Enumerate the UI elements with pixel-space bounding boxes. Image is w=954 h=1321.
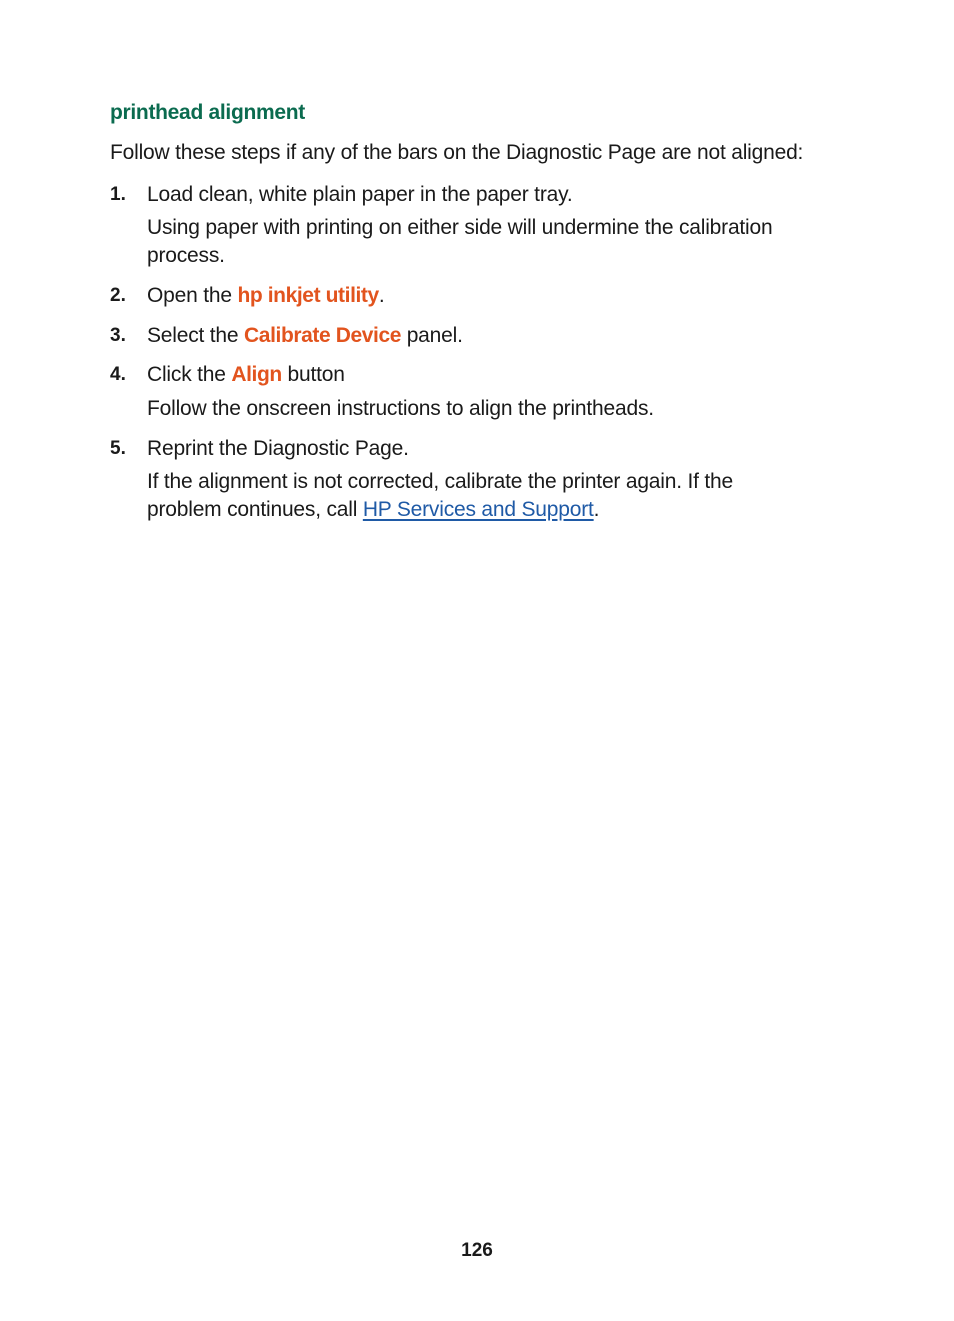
- step-number: 5.: [110, 438, 126, 459]
- hp-services-support-link[interactable]: HP Services and Support: [362, 498, 594, 521]
- step-note-after: .: [593, 498, 600, 521]
- step-text: Reprint the Diagnostic Page.: [147, 437, 409, 460]
- step-text-before: Select the: [147, 324, 245, 347]
- step-text: [147, 322, 847, 350]
- step-text-before: Click the: [147, 363, 232, 386]
- step-note-before: If the alignment is not corrected, calibrate the printer again. If the problem continues, call: [147, 470, 733, 521]
- step-number: 1.: [110, 184, 126, 205]
- hp-inkjet-utility-label: hp inkjet utility: [237, 284, 379, 307]
- step-text-after: panel.: [401, 324, 463, 347]
- step-text-before: Open the: [147, 284, 238, 307]
- step-number: 3.: [110, 325, 126, 346]
- step-note: Using paper with printing on either side will undermine the calibration process.: [147, 216, 773, 267]
- step-text: Load clean, white plain paper in the paper tray.: [147, 183, 573, 206]
- step-note: Follow the onscreen instructions to align the printheads.: [147, 397, 654, 420]
- section-heading: printhead alignment: [110, 101, 305, 124]
- step-text-after: .: [378, 284, 385, 307]
- page-number: 126: [461, 1240, 493, 1261]
- step-number: 4.: [110, 364, 126, 385]
- calibrate-device-label: Calibrate Device: [244, 324, 402, 347]
- align-button-label: Align: [231, 363, 282, 386]
- step-text: [147, 361, 847, 389]
- step-text-after: button: [281, 363, 345, 386]
- intro-paragraph: Follow these steps if any of the bars on the Diagnostic Page are not aligned:: [110, 141, 804, 164]
- step-note: [147, 468, 807, 524]
- step-text: [147, 282, 847, 310]
- step-number: 2.: [110, 285, 126, 306]
